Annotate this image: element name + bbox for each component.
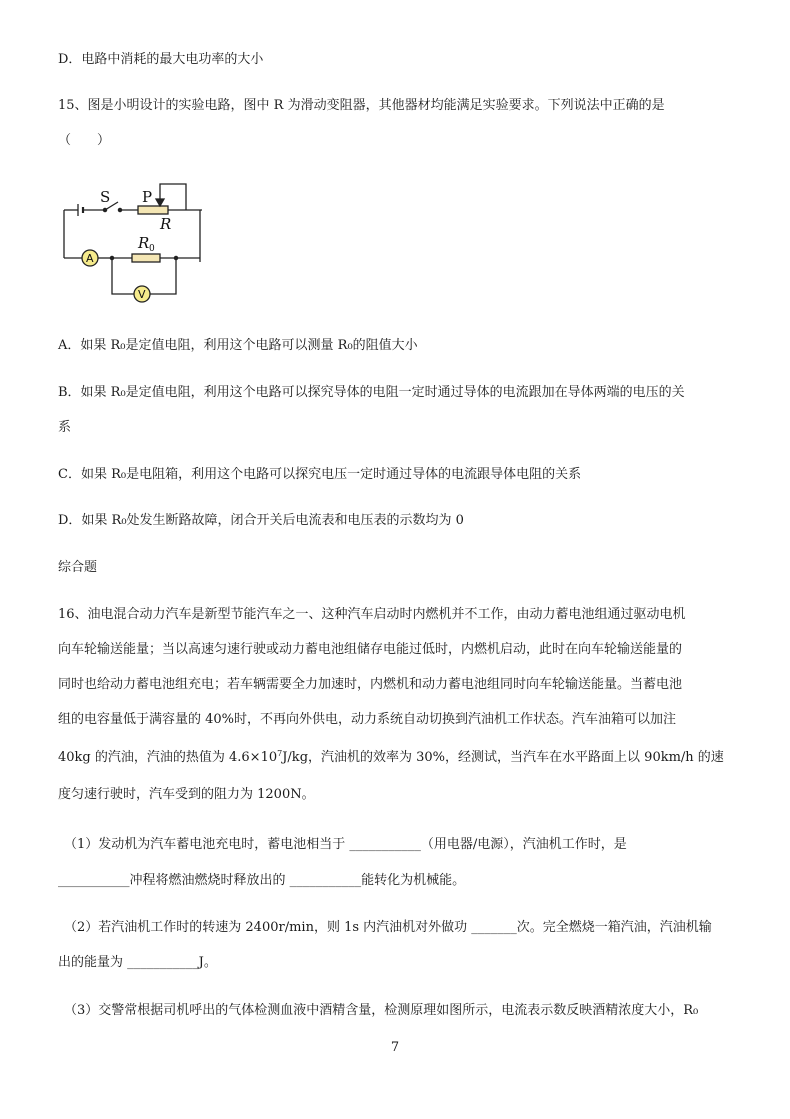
voltmeter-label: V [138,288,146,301]
page-number: 7 [390,1040,400,1055]
q16-exponent: 7 [277,749,283,758]
q16-part2-line1: （2）若汽油机工作时的转速为 2400r/min，则 1s 内汽油机对外做功 _______次。完全燃烧一箱汽油，汽油机输 [64,920,712,935]
switch-label: S [100,188,111,206]
q16-part1-line1: （1）发动机为汽车蓄电池充电时，蓄电池相当于 ___________（用电器/电源），汽油机工作时，是 [64,837,627,852]
q16-stem-line5-pre: 40kg 的汽油，汽油的热值为 4.6×10 [58,750,278,765]
rheostat-label: R [160,215,172,233]
q16-part1-line2: ___________冲程将燃油燃烧时释放出的 ___________能转化为机械能。 [58,873,466,888]
ammeter-label: A [86,252,94,265]
q15-option-a: A．如果 R₀是定值电阻，利用这个电路可以测量 R₀的阻值大小 [58,338,418,353]
q15-option-c: C．如果 R₀是电阻箱，利用这个电路可以探究电压一定时通过导体的电流跟导体电阻的关系 [58,467,582,482]
slider-label: P [142,188,153,206]
q16-stem-line3: 同时也给动力蓄电池组充电；若车辆需要全力加速时，内燃机和动力蓄电池组同时向车轮输送能量。当蓄电池 [58,677,683,692]
q16-stem-line4: 组的电容量低于满容量的 40%时，不再向外供电，动力系统自动切换到汽油机工作状态。汽车油箱可以加注 [58,712,677,727]
q14-option-d: D．电路中消耗的最大电功率的大小 [58,52,264,67]
slider-arrow [156,199,164,206]
q16-stem-line2: 向车轮输送能量；当以高速匀速行驶或动力蓄电池组储存电能过低时，内燃机启动，此时在向车轮输送能量的 [58,642,683,657]
q16-stem-line5-post: J/kg，汽油机的效率为 30%，经测试，当汽车在水平路面上以 90km/h 的速 [282,750,724,765]
section-title: 综合题 [58,560,98,575]
q15-option-b-line1: B．如果 R₀是定值电阻，利用这个电路可以探究导体的电阻一定时通过导体的电流跟加在导体两端的电压的关 [58,385,685,400]
resistor-subscript: 0 [149,244,155,254]
circuit-diagram [56,180,202,304]
q15-option-b-line2: 系 [58,420,72,435]
rheostat-body [138,206,168,214]
resistor-r0-body [132,254,160,262]
q16-stem-line5 [58,750,748,766]
q16-stem-line6: 度匀速行驶时，汽车受到的阻力为 1200N。 [58,787,315,802]
q16-stem-line1: 16、油电混合动力汽车是新型节能汽车之一、这种汽车启动时内燃机并不工作，由动力蓄电池组通过驱动电机 [58,607,686,622]
q15-stem-line2: （ ） [58,133,111,148]
q15-stem-line1: 15、图是小明设计的实验电路，图中 R 为滑动变阻器，其他器材均能满足实验要求。下列说法中正确的是 [58,98,665,113]
q15-option-d: D．如果 R₀处发生断路故障，闭合开关后电流表和电压表的示数均为 0 [58,513,464,528]
q16-part2-line2: 出的能量为 ___________J。 [58,955,217,970]
q16-part3-line1: （3）交警常根据司机呼出的气体检测血液中酒精含量，检测原理如图所示，电流表示数反映酒精浓度大小，R₀ [64,1003,699,1018]
resistor-label: R [138,234,150,252]
